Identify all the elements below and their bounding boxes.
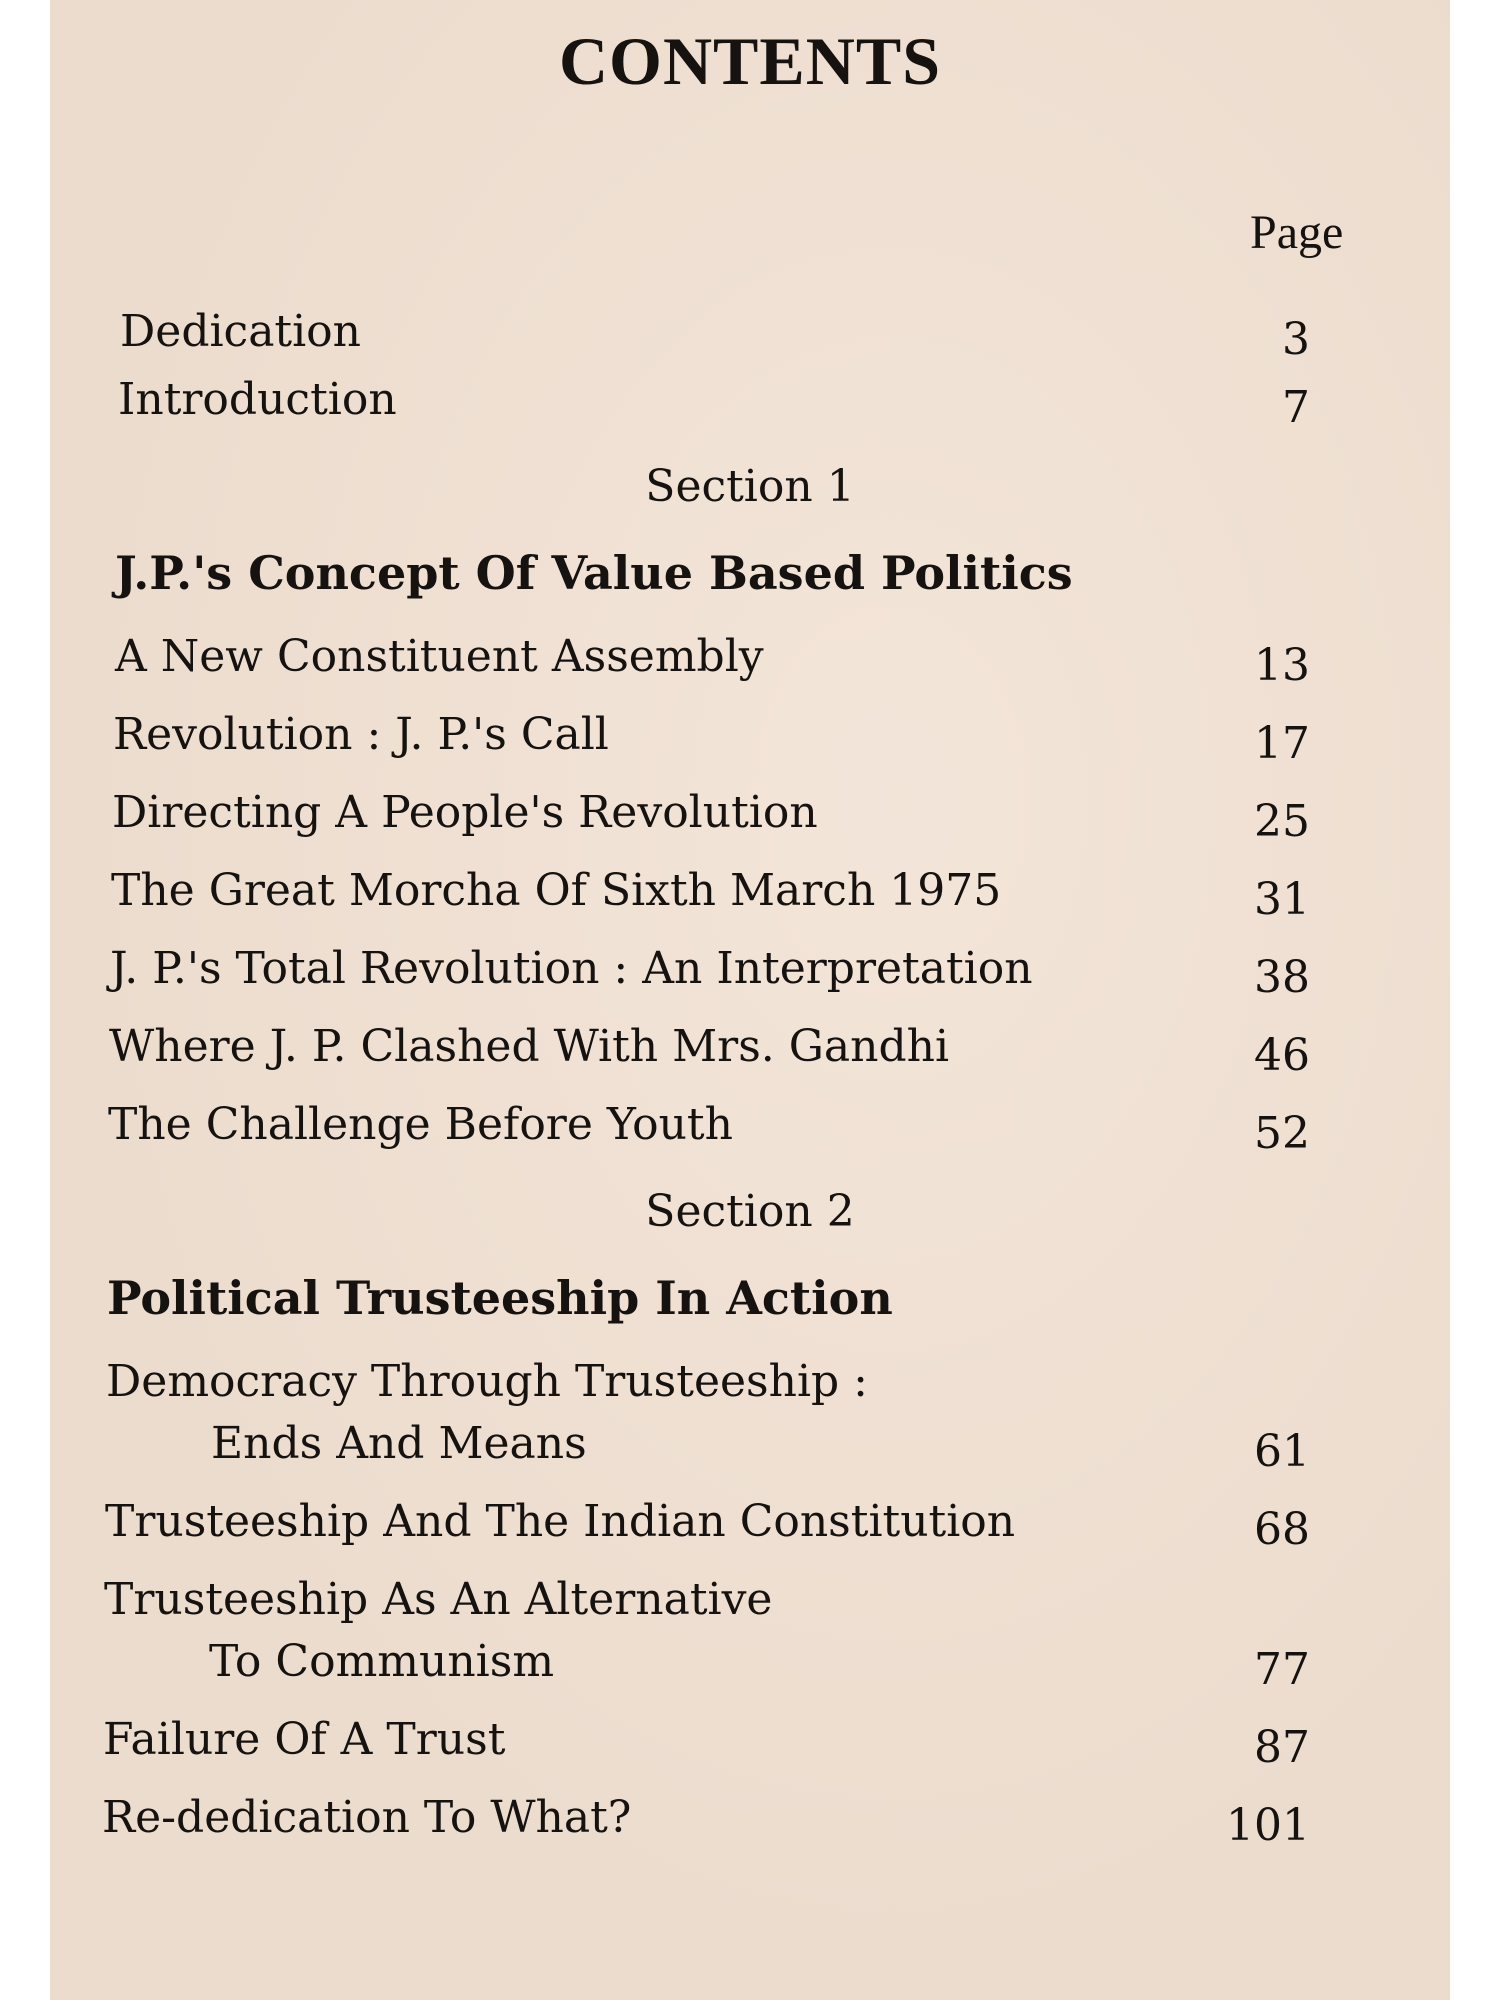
book-page xyxy=(50,0,1450,2000)
toc-entry-title-continued: Ends And Means xyxy=(211,1418,587,1469)
toc-entry-title: Trusteeship As An Alternative xyxy=(104,1574,773,1625)
toc-entry-title: The Great Morcha Of Sixth March 1975 xyxy=(111,865,1002,916)
toc-entry-page: 7 xyxy=(1282,382,1310,433)
toc-entry-page: 68 xyxy=(1254,1504,1310,1555)
toc-entry-page: 52 xyxy=(1254,1108,1310,1159)
toc-entry-title-continued: To Communism xyxy=(209,1636,555,1687)
toc-entry-title: The Challenge Before Youth xyxy=(108,1099,733,1150)
section-label: Section 1 xyxy=(645,461,855,512)
toc-entry-page: 25 xyxy=(1254,796,1310,847)
section-label: Section 2 xyxy=(645,1186,855,1237)
toc-entry-page: 3 xyxy=(1282,314,1310,365)
toc-entry-title: Re-dedication To What? xyxy=(102,1792,632,1843)
toc-entry-page: 46 xyxy=(1254,1030,1310,1081)
toc-entry-page: 77 xyxy=(1254,1644,1310,1695)
toc-entry-title: Where J. P. Clashed With Mrs. Gandhi xyxy=(109,1021,950,1072)
section-heading: Political Trusteeship In Action xyxy=(107,1271,893,1325)
page-column-label: Page xyxy=(1250,206,1344,259)
toc-entry-page: 61 xyxy=(1254,1426,1310,1477)
toc-entry-page: 38 xyxy=(1254,952,1310,1003)
toc-entry-title: Trusteeship And The Indian Constitution xyxy=(105,1496,1016,1547)
toc-entry-title: Failure Of A Trust xyxy=(103,1714,506,1765)
toc-entry-title: J. P.'s Total Revolution : An Interpretation xyxy=(110,943,1033,994)
toc-entry-title: Democracy Through Trusteeship : xyxy=(106,1356,868,1407)
toc-entry-title: Introduction xyxy=(118,374,397,425)
toc-entry-page: 31 xyxy=(1254,874,1310,925)
toc-entry-title: A New Constituent Assembly xyxy=(115,631,764,682)
toc-entry-title: Dedication xyxy=(120,306,362,357)
toc-entry-page: 101 xyxy=(1226,1800,1310,1851)
toc-entry-title: Revolution : J. P.'s Call xyxy=(113,709,609,760)
toc-entry-title: Directing A People's Revolution xyxy=(112,787,818,838)
contents-title: CONTENTS xyxy=(558,23,942,99)
toc-entry-page: 87 xyxy=(1254,1722,1310,1773)
toc-entry-page: 13 xyxy=(1254,640,1310,691)
section-heading: J.P.'s Concept Of Value Based Politics xyxy=(115,546,1073,600)
toc-entry-page: 17 xyxy=(1254,718,1310,769)
